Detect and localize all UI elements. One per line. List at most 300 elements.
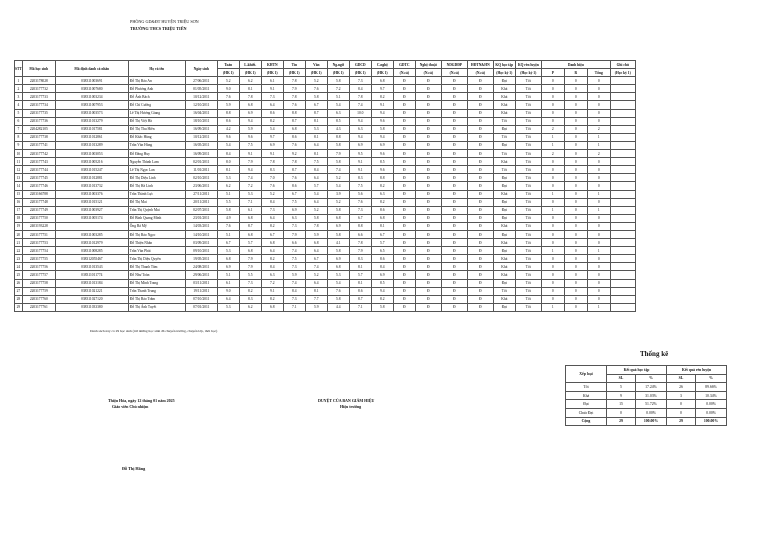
table-cell: 038311013543 (55, 263, 128, 271)
table-cell: 0 (541, 287, 564, 295)
table-cell: Đ (415, 166, 441, 174)
table-cell: 12 (15, 166, 23, 174)
subheader: (N.cả) (415, 69, 441, 77)
subheader: P (541, 69, 564, 77)
table-cell: 27/06/2011 (185, 77, 217, 85)
table-cell: 5.3 (239, 190, 261, 198)
table-cell: 8.4 (305, 166, 327, 174)
table-cell: 8.3 (349, 174, 371, 182)
table-cell: Khá (493, 263, 515, 271)
table-cell: Tốt (515, 303, 541, 311)
table-cell: 5.9 (305, 230, 327, 238)
table-cell: Đỗ Thị Ánh Tuyết (128, 303, 185, 311)
table-cell: 7.6 (283, 141, 305, 149)
table-cell: 7.9 (349, 247, 371, 255)
table-cell: 7.8 (349, 93, 371, 101)
table-cell: Đ (467, 230, 493, 238)
table-cell: Đ (393, 206, 415, 214)
table-cell: 5.4 (327, 279, 349, 287)
table-cell: 27 (15, 287, 23, 295)
table-cell: 0 (541, 109, 564, 117)
table-cell: 9.1 (371, 101, 393, 109)
table-cell: 0 (587, 222, 610, 230)
table-cell: 1 (541, 141, 564, 149)
table-cell: 6.8 (371, 214, 393, 222)
table-cell: 4.4 (327, 303, 349, 311)
table-cell: Tốt (515, 279, 541, 287)
sign-principal-role: Hiệu trưởng (340, 404, 362, 409)
table-cell: Đ (467, 174, 493, 182)
table-cell: 8.1 (239, 85, 261, 93)
table-cell: 0 (587, 85, 610, 93)
table-cell: Đ (415, 101, 441, 109)
table-cell: Đỗ Đăng Huy (128, 150, 185, 158)
col-student-code: Mã học sinh (22, 61, 55, 77)
stats-row (566, 391, 727, 400)
table-cell: 5.8 (327, 230, 349, 238)
table-cell: 6.4 (217, 295, 239, 303)
table-cell: 8 (15, 133, 23, 141)
table-cell: 7.7 (305, 295, 327, 303)
table-cell: 0 (541, 174, 564, 182)
table-cell: 3.9 (327, 190, 349, 198)
table-cell (610, 174, 635, 182)
table-cell: 038311013184 (55, 279, 128, 287)
table-cell: 5.4 (327, 182, 349, 190)
table-cell: Đ (415, 109, 441, 117)
table-cell: 0 (541, 271, 564, 279)
table-cell: 8.7 (283, 166, 305, 174)
sign-principal-line: DUYỆT CỦA BAN GIÁM HIỆU (318, 398, 375, 403)
table-cell: 8.5 (371, 158, 393, 166)
table-cell: Đ (393, 222, 415, 230)
table-cell (610, 198, 635, 206)
table-cell: 6.2 (239, 77, 261, 85)
table-cell: Khá (493, 255, 515, 263)
table-cell: 8.1 (305, 287, 327, 295)
table-cell: 0 (564, 190, 587, 198)
table-cell: 0 (587, 198, 610, 206)
table-cell: 5.9 (305, 303, 327, 311)
table-cell: 19/05/2011 (185, 255, 217, 263)
table-cell (610, 182, 635, 190)
table-cell: Đ (441, 133, 467, 141)
table-cell: Đ (467, 166, 493, 174)
stats-body (566, 383, 727, 426)
table-cell: Tốt (515, 190, 541, 198)
table-cell: 9.4 (371, 109, 393, 117)
table-cell: 5.8 (327, 158, 349, 166)
table-cell: 0 (541, 214, 564, 222)
table-cell: 0 (564, 141, 587, 149)
table-cell: Đ (467, 93, 493, 101)
table-cell (55, 222, 128, 230)
table-cell: 2203177732 (22, 85, 55, 93)
table-cell: 29/06/2011 (185, 271, 217, 279)
table-cell: 0 (564, 109, 587, 117)
stats-cell: Đạt (566, 400, 607, 409)
col-technology: C.nghệ (371, 61, 393, 69)
table-cell: 6.7 (305, 255, 327, 263)
table-cell: 6.6 (283, 239, 305, 247)
table-cell: 20/11/2011 (185, 198, 217, 206)
table-cell: 5.8 (305, 93, 327, 101)
table-row (15, 239, 636, 247)
table-cell: Khá (493, 239, 515, 247)
table-cell: Đ (393, 247, 415, 255)
table-cell: 16/09/2011 (185, 125, 217, 133)
table-cell: 9.5 (349, 150, 371, 158)
table-cell: 9.4 (239, 117, 261, 125)
table-cell (610, 158, 635, 166)
table-cell: 7.8 (283, 93, 305, 101)
table-cell: Đạt (493, 77, 515, 85)
table-cell: 6.8 (261, 239, 283, 247)
table-cell: Đ (415, 303, 441, 311)
table-cell: Đ (415, 150, 441, 158)
table-cell: 6.3 (261, 271, 283, 279)
table-cell: Đ (467, 150, 493, 158)
table-cell: Đ (441, 125, 467, 133)
table-cell: 8.4 (261, 198, 283, 206)
table-cell: 0 (564, 287, 587, 295)
table-cell: 0 (564, 85, 587, 93)
table-cell: 5.4 (305, 190, 327, 198)
stats-cell: 51.72% (636, 400, 667, 409)
table-cell: 7.6 (261, 182, 283, 190)
table-cell: 6.9 (327, 255, 349, 263)
table-cell: 23/01/2011 (185, 214, 217, 222)
table-cell: 9.4 (349, 133, 371, 141)
table-cell: 6.8 (217, 255, 239, 263)
table-cell: 0 (541, 230, 564, 238)
table-cell: Khá (493, 190, 515, 198)
table-cell: 1 (541, 133, 564, 141)
table-cell: Đ (415, 222, 441, 230)
table-cell (610, 214, 635, 222)
table-cell: 5.8 (305, 214, 327, 222)
table-cell: Tốt (515, 263, 541, 271)
table-cell: 2203177751 (22, 230, 55, 238)
table-cell: Đ (415, 190, 441, 198)
table-cell: Đ (415, 174, 441, 182)
table-cell: 7.9 (283, 230, 305, 238)
table-cell: 6.7 (217, 239, 239, 247)
table-cell: 07/01/2011 (185, 303, 217, 311)
table-row (15, 141, 636, 149)
subheader: Tổng (587, 69, 610, 77)
table-cell: Đ (415, 255, 441, 263)
table-cell: 2203177755 (22, 255, 55, 263)
table-cell: 8.6 (217, 117, 239, 125)
table-cell: Đ (415, 158, 441, 166)
table-cell: Đ (415, 133, 441, 141)
table-cell: 038311011774 (55, 271, 128, 279)
subheader: (HK 1) (327, 69, 349, 77)
table-cell: 2203177761 (22, 303, 55, 311)
table-cell: 9.4 (371, 287, 393, 295)
table-cell (610, 117, 635, 125)
table-cell: Tốt (515, 214, 541, 222)
table-cell (610, 295, 635, 303)
table-cell: Đ (393, 101, 415, 109)
col-conduct-result: KQ rèn luyện (515, 61, 541, 69)
table-cell: Đỗ Thiện Nhân (128, 239, 185, 247)
table-cell: 8.8 (283, 109, 305, 117)
table-cell: Đạt (493, 230, 515, 238)
table-cell: 7.3 (349, 206, 371, 214)
table-cell: 0 (587, 117, 610, 125)
table-cell: 0 (587, 271, 610, 279)
table-cell: 6.8 (327, 263, 349, 271)
table-cell (610, 279, 635, 287)
table-cell: 6.8 (305, 239, 327, 247)
table-cell: 9.1 (349, 166, 371, 174)
table-cell: 01/05/2011 (185, 85, 217, 93)
table-cell: 6.9 (261, 141, 283, 149)
table-cell (610, 271, 635, 279)
table-cell: 0 (564, 174, 587, 182)
stats-cell: Tốt (566, 383, 607, 392)
table-cell: Đ (467, 271, 493, 279)
subheader: (HK 1) (217, 69, 239, 77)
table-cell: 7.6 (349, 198, 371, 206)
table-cell: 0 (541, 295, 564, 303)
table-cell: 5.9 (283, 271, 305, 279)
table-cell: 038311007953 (55, 101, 128, 109)
table-cell: 038311005216 (55, 158, 128, 166)
table-cell: 0 (564, 255, 587, 263)
table-cell: 7.8 (283, 77, 305, 85)
stats-cell: 100.00% (636, 417, 667, 426)
table-cell: Khá (493, 93, 515, 101)
col-full-name: Họ và tên (128, 61, 185, 77)
table-cell: 5.1 (217, 271, 239, 279)
table-cell: 038311033380 (55, 303, 128, 311)
table-cell: 6.8 (239, 214, 261, 222)
table-cell: Đ (415, 85, 441, 93)
table-cell: 0 (541, 117, 564, 125)
table-cell: 038311013732 (55, 182, 128, 190)
table-cell: 8.2 (371, 295, 393, 303)
stats-cell: Chưa Đạt (566, 408, 607, 417)
table-cell: 4.3 (327, 125, 349, 133)
table-cell: Đ (393, 93, 415, 101)
table-cell: 17 (15, 206, 23, 214)
table-cell: 4.1 (327, 239, 349, 247)
table-row (15, 247, 636, 255)
table-cell: Đ (393, 150, 415, 158)
table-cell: 7.3 (283, 222, 305, 230)
table-cell: Đ (467, 247, 493, 255)
table-cell: Đỗ Thị Bảo Ngọc (128, 230, 185, 238)
table-cell: Đ (467, 295, 493, 303)
table-cell: 7.2 (261, 279, 283, 287)
table-cell: 9.7 (261, 133, 283, 141)
table-cell: 6.8 (239, 101, 261, 109)
col-study-result: KQ học tập (493, 61, 515, 69)
table-cell: Đỗ Bình Quang Minh (128, 214, 185, 222)
table-cell (610, 125, 635, 133)
table-cell: 14 (15, 182, 23, 190)
stats-cell: 0.00% (696, 408, 727, 417)
sign-teacher-name: Đỗ Thị Hằng (122, 466, 146, 471)
table-cell: Đ (441, 198, 467, 206)
table-cell: 6.2 (239, 303, 261, 311)
table-cell: Đ (393, 287, 415, 295)
table-row (15, 198, 636, 206)
table-cell: 0 (587, 101, 610, 109)
table-cell: 0 (564, 303, 587, 311)
table-cell: 0 (564, 166, 587, 174)
col-local-edu: NDGDĐP (441, 61, 467, 69)
table-cell: Đ (441, 182, 467, 190)
col-pe: GDTC (393, 61, 415, 69)
table-cell: Đ (467, 133, 493, 141)
table-cell: 5.7 (349, 271, 371, 279)
table-cell: 1 (587, 303, 610, 311)
table-cell: Khá (493, 158, 515, 166)
table-cell: 8.1 (371, 222, 393, 230)
table-cell: 7.3 (261, 206, 283, 214)
table-cell: Tốt (515, 141, 541, 149)
table-cell: 6.1 (239, 206, 261, 214)
stats-cell: 0.00% (696, 400, 727, 409)
stats-cell: 15 (607, 400, 636, 409)
table-cell: Đ (467, 117, 493, 125)
table-cell: Đỗ Thị Bảo Trâm (128, 295, 185, 303)
col-history-geo: L.khiết. (239, 61, 261, 69)
subheader: (N.cả) (467, 69, 493, 77)
table-cell: Đ (415, 287, 441, 295)
table-cell: Đ (441, 109, 467, 117)
table-row (15, 101, 636, 109)
table-cell: Đ (441, 247, 467, 255)
table-cell: 6.5 (371, 247, 393, 255)
table-cell: 0 (587, 109, 610, 117)
table-cell: 28 (15, 295, 23, 303)
table-cell: 5.1 (217, 190, 239, 198)
table-cell: Đ (441, 255, 467, 263)
table-cell: 0 (587, 166, 610, 174)
table-cell: 8.6 (349, 287, 371, 295)
table-cell: 7.4 (327, 166, 349, 174)
table-cell: 0 (541, 93, 564, 101)
stats-cell: 10.34% (696, 391, 727, 400)
table-cell (610, 239, 635, 247)
table-cell: Tốt (515, 174, 541, 182)
table-cell: 038311003927 (55, 206, 128, 214)
table-cell: 7.5 (283, 255, 305, 263)
table-cell: 0 (541, 198, 564, 206)
table-cell: Tốt (515, 125, 541, 133)
table-cell: 0 (541, 255, 564, 263)
col-arts: Nghệ thuật (415, 61, 441, 69)
table-cell: 7.2 (327, 85, 349, 93)
table-cell: Đ (441, 77, 467, 85)
table-cell: 9.0 (217, 287, 239, 295)
table-row (15, 85, 636, 93)
table-cell: Tốt (515, 222, 541, 230)
table-cell: 19/11/2011 (185, 287, 217, 295)
table-cell: 2203177734 (22, 101, 55, 109)
table-cell: Trần Thị Diệu Quyên (128, 255, 185, 263)
table-cell: 9.6 (371, 166, 393, 174)
table-cell: Đ (415, 125, 441, 133)
table-cell: Đ (467, 239, 493, 247)
table-cell: 9.1 (261, 150, 283, 158)
table-cell: Đ (393, 117, 415, 125)
table-cell: 0 (587, 295, 610, 303)
table-cell: 6.1 (261, 77, 283, 85)
table-cell: Khá (493, 85, 515, 93)
table-cell: 6.3 (349, 125, 371, 133)
table-cell: 02/10/2011 (185, 174, 217, 182)
stats-cell: Cộng (566, 417, 607, 426)
table-cell: 038311013279 (55, 117, 128, 125)
table-cell: 2203177750 (22, 214, 55, 222)
col-stt: STT (15, 61, 23, 77)
table-cell: 0 (564, 198, 587, 206)
table-cell: 0 (541, 279, 564, 287)
table-cell: 24 (15, 263, 23, 271)
table-cell: 7.6 (305, 85, 327, 93)
table-cell: 7.8 (349, 239, 371, 247)
table-cell: Tốt (515, 255, 541, 263)
table-cell: 2203177757 (22, 271, 55, 279)
table-cell: 8.1 (217, 166, 239, 174)
subheader: (HK 1) (349, 69, 371, 77)
table-row (15, 133, 636, 141)
table-cell: 8.7 (239, 222, 261, 230)
table-cell: 5.8 (327, 77, 349, 85)
table-cell: 1 (587, 190, 610, 198)
table-row (15, 230, 636, 238)
table-cell: 5.2 (327, 198, 349, 206)
table-cell: Đ (441, 222, 467, 230)
table-cell: 038311005174 (55, 214, 128, 222)
table-cell: Khá (493, 109, 515, 117)
table-cell: 13 (15, 174, 23, 182)
table-cell: Đạt (493, 141, 515, 149)
table-cell: 2 (541, 125, 564, 133)
table-cell: 0 (541, 101, 564, 109)
table-cell: 8.4 (261, 263, 283, 271)
table-cell: Tốt (515, 206, 541, 214)
table-cell: Đ (393, 109, 415, 117)
table-cell: 5 (15, 109, 23, 117)
table-cell: 6.7 (349, 214, 371, 222)
table-cell (610, 247, 635, 255)
table-cell: 2203166788 (22, 190, 55, 198)
table-cell: Đ (441, 166, 467, 174)
table-cell: 5.4 (217, 141, 239, 149)
table-cell: Đạt (493, 125, 515, 133)
table-cell: Tốt (515, 93, 541, 101)
table-cell: Tốt (515, 150, 541, 158)
col-literature: Văn (305, 61, 327, 69)
table-cell: Đ (441, 279, 467, 287)
table-cell: Đạt (493, 182, 515, 190)
table-cell: Đ (467, 198, 493, 206)
table-cell: 5.9 (239, 125, 261, 133)
table-cell: 8.6 (283, 182, 305, 190)
table-row (15, 279, 636, 287)
table-cell: Tốt (515, 287, 541, 295)
table-cell: 21 (15, 239, 23, 247)
table-cell: 7.1 (283, 303, 305, 311)
table-cell: 0 (541, 166, 564, 174)
